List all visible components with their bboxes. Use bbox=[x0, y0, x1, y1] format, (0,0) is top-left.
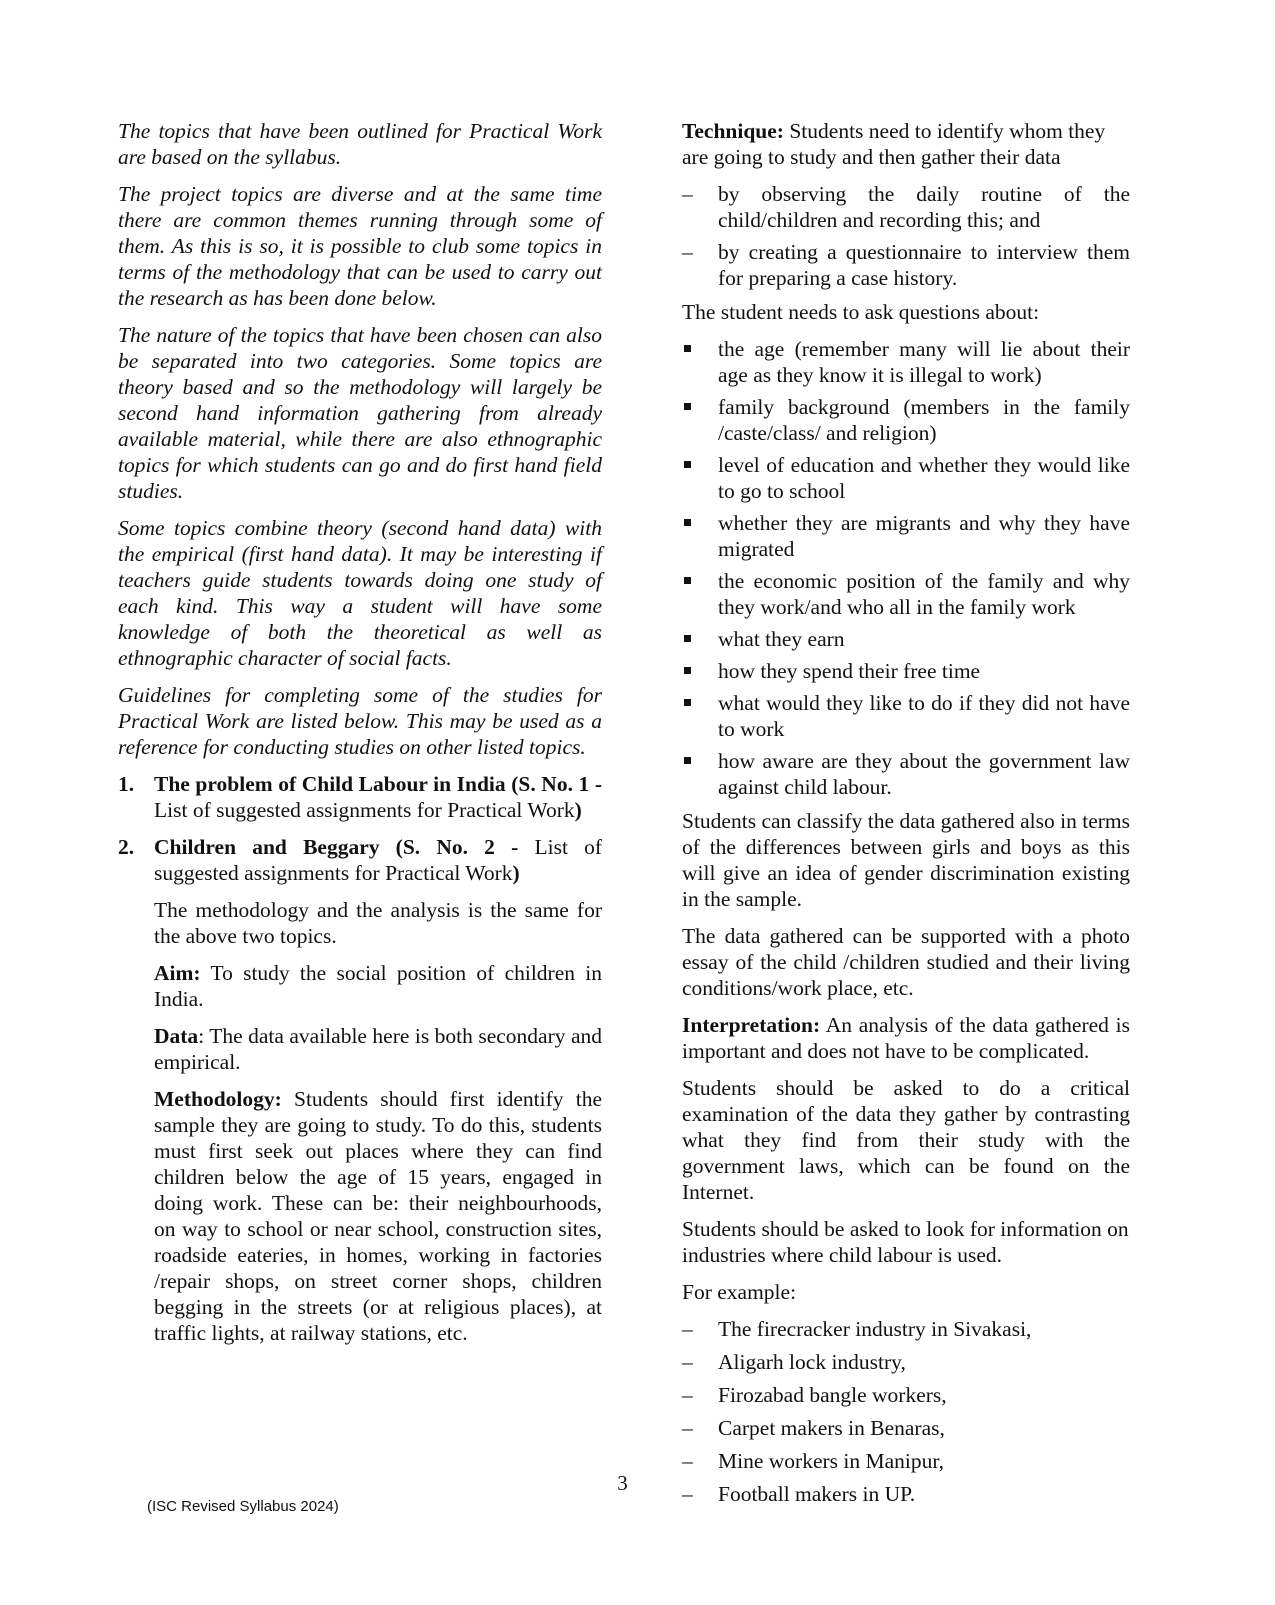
question-item: what they earn bbox=[682, 626, 1130, 652]
example-intro: For example: bbox=[682, 1280, 797, 1304]
interpretation-text: An analysis of the data gathered is important and does not have to be complicated. bbox=[682, 1013, 1130, 1063]
question-item: the economic position of the family and why they work/and who all in the family work bbox=[682, 568, 1130, 620]
questions-intro: The student needs to ask questions about: bbox=[682, 300, 1040, 324]
topic-details bbox=[118, 897, 602, 1346]
technique-paragraph bbox=[682, 118, 1130, 170]
example-item: – Football makers in UP. bbox=[682, 1481, 1130, 1507]
topic-number: 2. bbox=[118, 835, 135, 859]
data-text: : The data available here is both secondary and empirical. bbox=[154, 1024, 602, 1074]
question-item: level of education and whether they would like to go to school bbox=[682, 452, 1130, 504]
aim-paragraph bbox=[154, 960, 602, 1012]
question-item: whether they are migrants and why they have migrated bbox=[682, 510, 1130, 562]
methodology-note: The methodology and the analysis is the same for the above two topics. bbox=[154, 898, 602, 948]
technique-item: – by creating a questionnaire to interview them for preparing a case history. bbox=[682, 239, 1130, 291]
topic-close: ) bbox=[512, 861, 520, 885]
industries-paragraph: Students should be asked to look for information on industries where child labour is used. bbox=[682, 1217, 1129, 1267]
topic-reference: List of suggested assignments for Practical Work bbox=[154, 835, 603, 885]
interpretation-label: Interpretation: bbox=[682, 1013, 821, 1037]
interpretation-paragraph bbox=[682, 1012, 1130, 1064]
intro-paragraph-5: Guidelines for completing some of the studies for Practical Work are listed below. This may be used as a reference for conducting studies on other listed topics. bbox=[118, 683, 602, 759]
topic-item-2 bbox=[118, 834, 602, 886]
topic-reference: List of suggested assignments for Practical Work bbox=[154, 798, 575, 822]
technique-item: – by observing the daily routine of the child/children and recording this; and bbox=[682, 181, 1130, 233]
methodology-paragraph bbox=[154, 1086, 602, 1346]
question-item: what would they like to do if they did not have to work bbox=[682, 690, 1130, 742]
question-item: the age (remember many will lie about their age as they know it is illegal to work) bbox=[682, 336, 1130, 388]
intro-paragraph-4: Some topics combine theory (second hand data) with the empirical (first hand data). It may be interesting if teachers guide students towards doing one study of each kind. This way a student will have some knowledge of both the theoretical as well as ethnographic character of social facts. bbox=[118, 516, 602, 670]
classify-paragraph: Students can classify the data gathered also in terms of the differences between girls and boys as this will give an idea of gender discrimination existing in the sample. bbox=[682, 809, 1130, 911]
intro-paragraph-3: The nature of the topics that have been chosen can also be separated into two categories. Some topics are theory based and so the methodology will largely be second hand information gathering from already available material, while there are also ethnographic topics for which students can go and do first hand field studies. bbox=[118, 323, 602, 503]
topic-title: The problem of Child Labour in India (S. No. 1 - bbox=[154, 772, 602, 796]
methodology-label: Methodology: bbox=[154, 1087, 282, 1111]
page-number: 3 bbox=[617, 1471, 628, 1495]
question-item: family background (members in the family /caste/class/ and religion) bbox=[682, 394, 1130, 446]
topic-number: 1. bbox=[118, 772, 135, 796]
aim-label: Aim: bbox=[154, 961, 201, 985]
questions-list bbox=[682, 336, 1130, 800]
left-column bbox=[118, 118, 602, 1357]
topic-close: ) bbox=[574, 798, 582, 822]
methodology-text: Students should first identify the sample they are going to study. To do this, students must first seek out places where they can find children below the age of 15 years, engaged in doing work. These can be: their neighbourhoods, on way to school or near school, construction sites, roadside eateries, in homes, working in factories /repair shops, on street corner shops, children begging in the streets (or at religious places), at traffic lights, at railway stations, etc. bbox=[154, 1087, 602, 1345]
data-paragraph bbox=[154, 1023, 602, 1075]
aim-text: To study the social position of children in India. bbox=[154, 961, 602, 1011]
intro-paragraph-1: The topics that have been outlined for Practical Work are based on the syllabus. bbox=[118, 119, 602, 169]
question-item: how they spend their free time bbox=[682, 658, 1130, 684]
technique-text: Students need to identify whom they are going to study and then gather their data bbox=[682, 119, 1106, 169]
topic-title: Children and Beggary (S. No. 2 - bbox=[154, 835, 535, 859]
example-item: – The firecracker industry in Sivakasi, bbox=[682, 1316, 1130, 1342]
question-item: how aware are they about the government law against child labour. bbox=[682, 748, 1130, 800]
example-item: – Firozabad bangle workers, bbox=[682, 1382, 1130, 1408]
technique-list bbox=[682, 181, 1130, 291]
right-column bbox=[682, 118, 1130, 1515]
technique-label: Technique: bbox=[682, 119, 784, 143]
photo-essay-paragraph: The data gathered can be supported with a photo essay of the child /children studied and their living conditions/work place, etc. bbox=[682, 924, 1130, 1000]
intro-paragraph-2: The project topics are diverse and at the same time there are common themes running through some of them. As this is so, it is possible to club some topics in terms of the methodology that can be used to carry out the research as has been done below. bbox=[118, 182, 602, 310]
example-item: – Aligarh lock industry, bbox=[682, 1349, 1130, 1375]
topic-item-1 bbox=[118, 771, 602, 823]
example-item: – Carpet makers in Benaras, bbox=[682, 1415, 1130, 1441]
data-label: Data bbox=[154, 1024, 199, 1048]
footer-text: (ISC Revised Syllabus 2024) bbox=[147, 1498, 339, 1515]
critical-paragraph: Students should be asked to do a critical examination of the data they gather by contrasting what they find from their study with the government laws, which can be found on the Internet. bbox=[682, 1076, 1130, 1204]
example-item: – Mine workers in Manipur, bbox=[682, 1448, 1130, 1474]
